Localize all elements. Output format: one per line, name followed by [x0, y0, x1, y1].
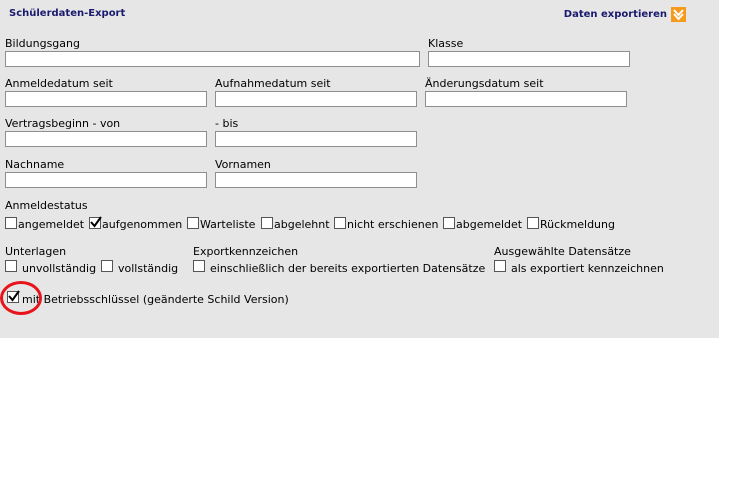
vertragsbeginn-von-input[interactable]	[5, 131, 207, 147]
status-aufgenommen-checkbox[interactable]	[89, 217, 101, 229]
status-abgemeldet-checkbox[interactable]	[443, 217, 455, 229]
exportkennzeichen-label: Exportkennzeichen	[193, 245, 299, 258]
status-abgelehnt-checkbox[interactable]	[261, 217, 273, 229]
download-arrow-icon[interactable]	[671, 7, 686, 22]
aufnahmedatum-input[interactable]	[215, 91, 417, 107]
status-angemeldet-checkbox[interactable]	[5, 217, 17, 229]
vertragsbeginn-von-label: Vertragsbeginn - von	[5, 117, 121, 130]
status-rueckmeldung-checkbox[interactable]	[527, 217, 539, 229]
anmeldedatum-input[interactable]	[5, 91, 207, 107]
export-data-button[interactable]	[564, 7, 686, 22]
exportkennzeichen-option-label: einschließlich der bereits exportierten Datensätze	[210, 262, 486, 275]
unterlagen-vollstaendig-label: vollständig	[118, 262, 179, 275]
unterlagen-label: Unterlagen	[5, 245, 67, 258]
aenderungsdatum-input[interactable]	[425, 91, 627, 107]
bildungsgang-input[interactable]	[5, 51, 420, 67]
vornamen-input[interactable]	[215, 172, 417, 188]
unterlagen-unvollstaendig-checkbox[interactable]	[5, 260, 17, 272]
bildungsgang-label: Bildungsgang	[5, 37, 80, 50]
status-rueckmeldung-label: Rückmeldung	[540, 218, 615, 231]
status-aufgenommen-label: aufgenommen	[102, 218, 183, 231]
vornamen-label: Vornamen	[215, 158, 271, 171]
betriebsschluessel-checkbox[interactable]	[7, 291, 19, 303]
unterlagen-unvollstaendig-label: unvollständig	[22, 262, 97, 275]
als-exportiert-label: als exportiert kennzeichnen	[511, 262, 664, 275]
aufnahmedatum-label: Aufnahmedatum seit	[215, 77, 331, 90]
unterlagen-vollstaendig-checkbox[interactable]	[101, 260, 113, 272]
checkmark-icon	[89, 215, 103, 229]
export-button-label: Daten exportieren	[563, 9, 667, 20]
checkmark-icon	[7, 289, 21, 303]
status-warteliste-checkbox[interactable]	[187, 217, 199, 229]
vertragsbeginn-bis-input[interactable]	[215, 131, 417, 147]
anmeldestatus-label: Anmeldestatus	[5, 199, 88, 212]
exportkennzeichen-checkbox[interactable]	[193, 260, 205, 272]
anmeldedatum-label: Anmeldedatum seit	[5, 77, 113, 90]
status-nicht-erschienen-label: nicht erschienen	[347, 218, 439, 231]
klasse-label: Klasse	[428, 37, 464, 50]
page-title: Schülerdaten-Export	[9, 8, 126, 19]
aenderungsdatum-label: Änderungsdatum seit	[425, 77, 544, 90]
als-exportiert-checkbox[interactable]	[494, 260, 506, 272]
status-nicht-erschienen-checkbox[interactable]	[334, 217, 346, 229]
betriebsschluessel-label: mit Betriebsschlüssel (geänderte Schild Version)	[22, 293, 289, 306]
nachname-label: Nachname	[5, 158, 65, 171]
vertragsbeginn-bis-label: - bis	[215, 117, 239, 130]
status-warteliste-label: Warteliste	[200, 218, 256, 231]
status-abgelehnt-label: abgelehnt	[274, 218, 330, 231]
status-abgemeldet-label: abgemeldet	[456, 218, 523, 231]
ausgewaehlte-label: Ausgewählte Datensätze	[494, 245, 631, 258]
status-angemeldet-label: angemeldet	[18, 218, 85, 231]
klasse-input[interactable]	[428, 51, 630, 67]
nachname-input[interactable]	[5, 172, 207, 188]
